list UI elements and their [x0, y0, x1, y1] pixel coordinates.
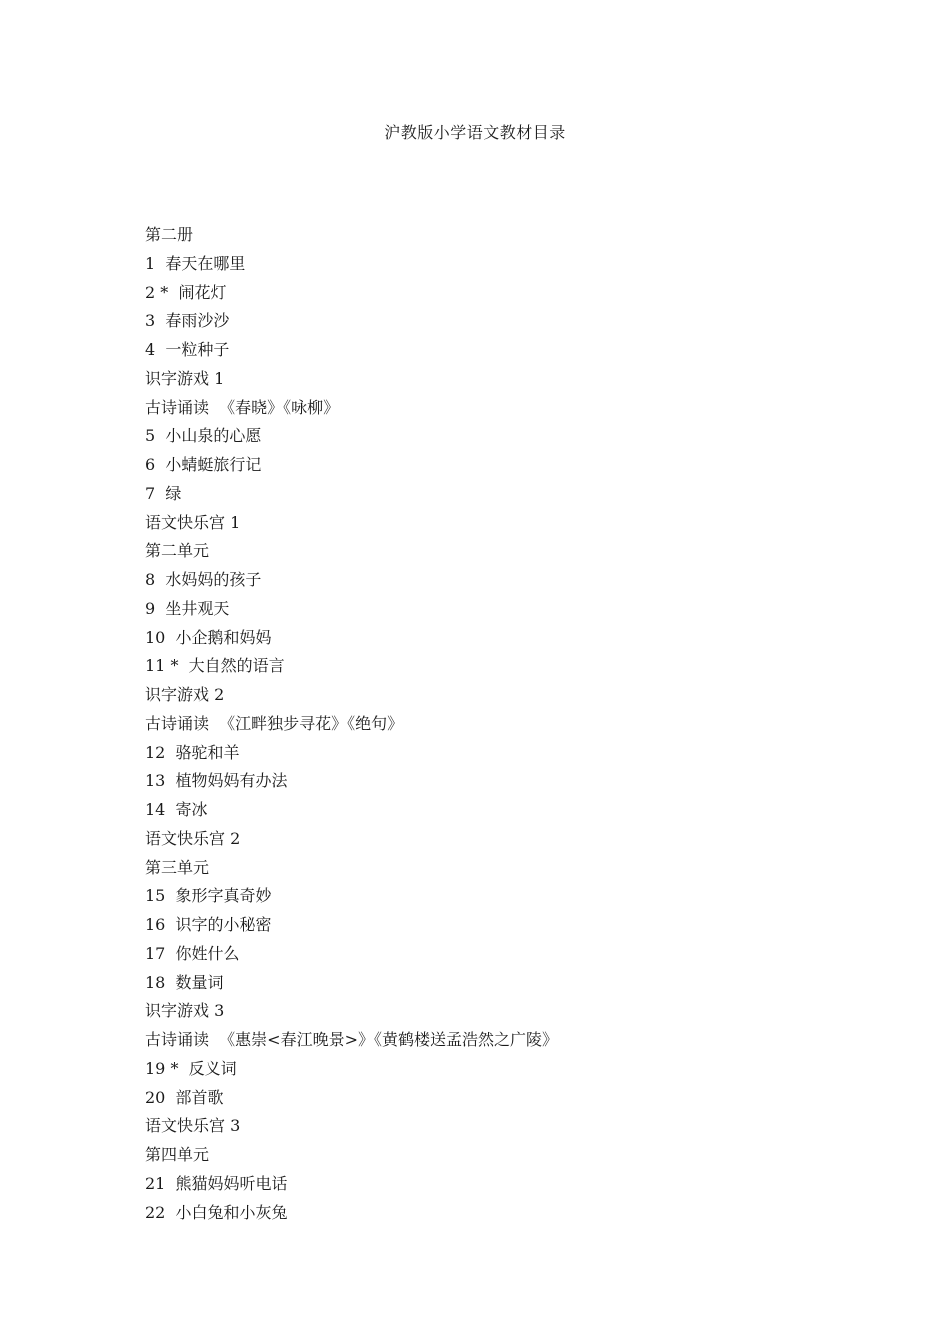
toc-line: 9 坐井观天 — [145, 598, 230, 618]
toc-line: 18 数量词 — [145, 972, 224, 992]
toc-line: 语文快乐宫 1 — [145, 512, 241, 532]
toc-line: 识字游戏 3 — [145, 1001, 225, 1021]
toc-line: 19 * 反义词 — [145, 1058, 237, 1078]
toc-line: 14 寄冰 — [145, 800, 208, 819]
toc-line: 古诗诵读 《春晓》《咏柳》 — [145, 397, 340, 417]
toc-line: 15 象形字真奇妙 — [145, 886, 272, 906]
document-title: 沪教版小学语文教材目录 — [384, 123, 566, 142]
toc-line: 13 植物妈妈有办法 — [145, 771, 288, 791]
toc-line: 11 * 大自然的语言 — [145, 656, 285, 676]
toc-line: 2 * 闹花灯 — [145, 282, 227, 302]
toc-line: 20 部首歌 — [145, 1087, 224, 1107]
toc-line: 识字游戏 1 — [145, 368, 225, 388]
toc-line: 古诗诵读 《惠崇<春江晚景>》《黄鹤楼送孟浩然之广陵》 — [145, 1030, 558, 1049]
toc-line: 22 小白兔和小灰兔 — [145, 1202, 288, 1222]
toc-line: 识字游戏 2 — [145, 685, 225, 704]
toc-line: 8 水妈妈的孩子 — [145, 570, 262, 589]
toc-line: 7 绿 — [145, 483, 182, 503]
toc-line: 语文快乐宫 2 — [145, 828, 241, 848]
toc-line: 第三单元 — [145, 857, 210, 877]
toc-line: 第四单元 — [145, 1145, 210, 1164]
toc-line: 16 识字的小秘密 — [145, 915, 272, 934]
toc-line: 语文快乐宫 3 — [145, 1116, 241, 1136]
toc-line: 1 春天在哪里 — [145, 253, 246, 273]
toc-line: 12 骆驼和羊 — [145, 742, 240, 762]
toc-line: 6 小蜻蜓旅行记 — [145, 455, 262, 474]
toc-line: 5 小山泉的心愿 — [145, 426, 262, 446]
toc-line: 4 一粒种子 — [145, 340, 230, 359]
toc-line: 10 小企鹅和妈妈 — [145, 627, 272, 647]
toc-line: 21 熊猫妈妈听电话 — [145, 1173, 288, 1193]
toc-line: 古诗诵读 《江畔独步寻花》《绝句》 — [145, 713, 404, 733]
toc-line: 3 春雨沙沙 — [145, 311, 230, 331]
toc-line: 17 你姓什么 — [145, 943, 240, 963]
table-of-contents — [145, 224, 558, 1230]
toc-line: 第二单元 — [145, 541, 210, 561]
toc-line: 第二册 — [145, 225, 194, 244]
